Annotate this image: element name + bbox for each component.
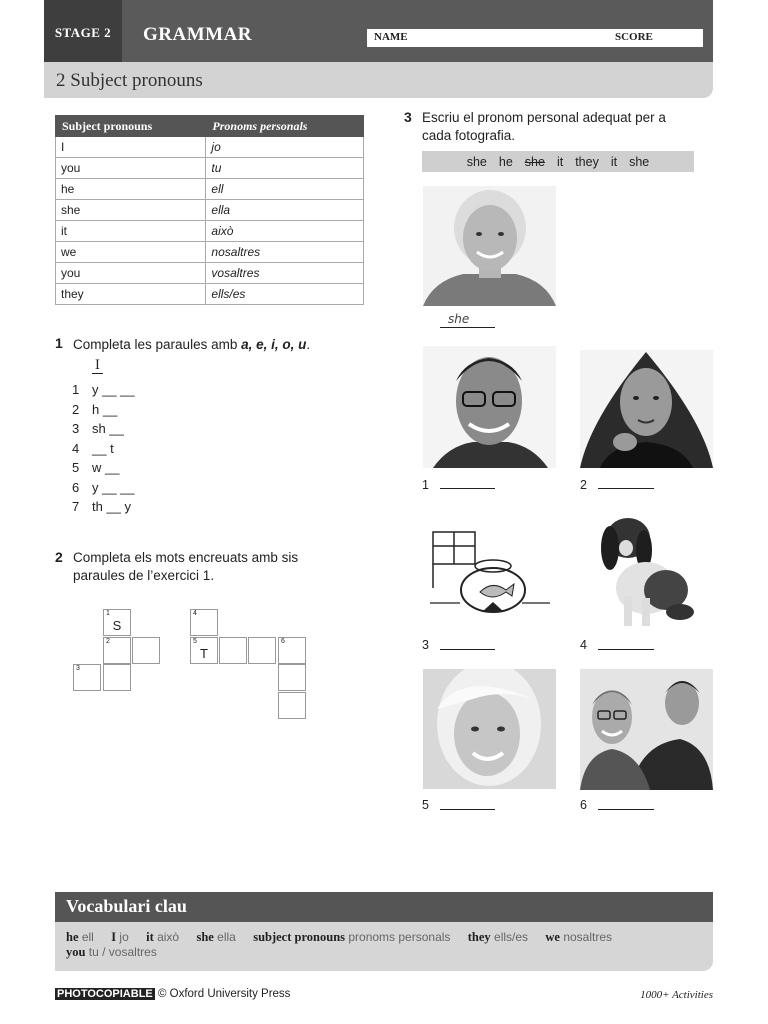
word-bank-item: it <box>556 154 564 169</box>
list-item[interactable] <box>72 421 135 441</box>
photo-blonde-woman <box>423 669 556 789</box>
exercise-1-number: 1 <box>55 335 63 351</box>
stage-label: STAGE 2 <box>44 0 122 66</box>
table-cell: jo <box>206 137 364 158</box>
table-header: Pronoms personals <box>206 116 364 137</box>
table-cell: it <box>56 221 206 242</box>
word-bank-item: she <box>466 154 487 169</box>
exercise-1-example: I <box>92 359 103 374</box>
vocab-term: she <box>196 930 214 944</box>
vocab-item <box>146 930 179 944</box>
crossword-cell[interactable] <box>248 637 276 664</box>
example-answer: she <box>448 312 470 326</box>
vocab-item <box>66 945 157 959</box>
vocab-translation: tu / vosaltres <box>88 945 157 959</box>
drawing-fishbowl <box>430 528 552 620</box>
photo-man-glasses <box>423 346 556 468</box>
section-title: 2 Subject pronouns <box>56 70 203 91</box>
table-cell: tu <box>206 158 364 179</box>
photo-young-woman <box>580 350 713 468</box>
item-text: y __ __ <box>92 382 135 397</box>
crossword-cell[interactable] <box>190 637 218 664</box>
cell-number: 5 <box>193 638 197 645</box>
table-cell: ells/es <box>206 284 364 305</box>
table-cell: vosaltres <box>206 263 364 284</box>
table-cell: they <box>56 284 206 305</box>
item-number: 3 <box>72 421 80 436</box>
word-bank-item: he <box>498 154 513 169</box>
vocab-translation: pronoms personals <box>348 930 451 944</box>
crossword-cell[interactable] <box>132 637 160 664</box>
exercise-3-instruction <box>422 109 666 145</box>
fishbowl-icon <box>430 528 552 620</box>
answer-line[interactable] <box>598 488 654 489</box>
vocab-term: subject pronouns <box>253 930 346 944</box>
photo-two-men <box>580 669 713 790</box>
cell-letter: S <box>112 618 122 633</box>
word-bank <box>422 151 694 172</box>
photo-label: 2 <box>580 478 587 492</box>
cell-number: 6 <box>281 638 285 645</box>
item-text: y __ __ <box>92 479 135 495</box>
photo-dog <box>596 508 696 630</box>
list-item[interactable] <box>72 499 135 519</box>
list-item[interactable] <box>72 460 135 480</box>
item-number: 7 <box>72 499 80 514</box>
vocab-term: he <box>66 930 79 944</box>
vocab-term: we <box>545 930 560 944</box>
photo-label: 3 <box>422 638 429 652</box>
photocopiable-badge: PHOTOCOPIABLE <box>57 988 153 1000</box>
item-text: __ t <box>92 440 114 456</box>
vocab-item <box>468 930 528 944</box>
footer <box>55 988 290 1000</box>
publisher: © Oxford University Press <box>157 988 291 1000</box>
table-row <box>56 242 364 263</box>
answer-line[interactable] <box>598 809 654 810</box>
word-bank-item: it <box>610 154 618 169</box>
dog-icon <box>596 508 696 630</box>
vocab-term: I <box>111 930 117 944</box>
vocab-term: it <box>146 930 154 944</box>
crossword-cell[interactable] <box>278 637 306 664</box>
answer-line[interactable] <box>598 649 654 650</box>
list-item[interactable] <box>72 382 135 402</box>
item-text: th __ y <box>92 499 132 514</box>
score-label: SCORE <box>615 31 653 43</box>
item-text: h __ <box>92 401 118 417</box>
item-number: 6 <box>72 479 80 495</box>
answer-line[interactable] <box>440 649 495 650</box>
cell-number: 3 <box>76 665 80 672</box>
vocab-translation: ella <box>217 930 236 944</box>
table-cell: you <box>56 158 206 179</box>
vocab-item <box>66 930 94 944</box>
item-number: 5 <box>72 460 80 475</box>
item-number: 1 <box>72 382 80 397</box>
cell-number: 4 <box>193 610 197 617</box>
name-score-field[interactable] <box>367 29 703 47</box>
woman-portrait-icon <box>580 350 713 468</box>
table-row <box>56 200 364 221</box>
exercise-2-line: Completa els mots encreuats amb sis <box>73 550 299 565</box>
table-header: Subject pronouns <box>56 116 206 137</box>
item-number: 2 <box>72 401 80 417</box>
crossword-cell[interactable] <box>73 664 101 691</box>
exercise-3-line: Escriu el pronom personal adequat per a <box>422 110 666 125</box>
vocab-translation: això <box>157 930 180 944</box>
exercise-1-vowels: a, e, i, o, u <box>241 337 307 352</box>
crossword-cell[interactable] <box>103 609 131 636</box>
table-row <box>56 158 364 179</box>
vocab-translation: ell <box>81 930 94 944</box>
table-row <box>56 179 364 200</box>
exercise-2-instruction <box>73 549 298 585</box>
exercise-3-number: 3 <box>404 109 412 125</box>
table-cell: això <box>206 221 364 242</box>
cell-number: 2 <box>106 638 110 645</box>
word-bank-item: she <box>629 154 650 169</box>
photo-label: 5 <box>422 798 429 812</box>
crossword-cell[interactable] <box>278 664 306 691</box>
vocab-translation: nosaltres <box>563 930 613 944</box>
table-row <box>56 263 364 284</box>
exercise-2-number: 2 <box>55 549 63 565</box>
list-item[interactable] <box>72 441 135 461</box>
word-bank-item-used: she <box>524 154 545 169</box>
vocab-term: they <box>467 930 491 944</box>
answer-line[interactable] <box>440 809 495 810</box>
exercise-1-list <box>72 382 135 519</box>
crossword-cell[interactable] <box>219 637 247 664</box>
woman-portrait-icon <box>423 186 556 306</box>
table-cell: nosaltres <box>206 242 364 263</box>
table-cell: ella <box>206 200 364 221</box>
vocab-term: you <box>66 945 86 959</box>
list-item[interactable] <box>72 402 135 422</box>
list-item[interactable] <box>72 480 135 500</box>
vocab-translation: jo <box>119 930 129 944</box>
page-title: GRAMMAR <box>143 24 253 45</box>
photo-label: 4 <box>580 638 587 652</box>
table-header-row <box>56 116 364 137</box>
exercise-1-text: Completa les paraules amb <box>73 337 242 352</box>
man-portrait-icon <box>423 346 556 468</box>
pronoun-table <box>55 115 364 305</box>
answer-line[interactable] <box>440 488 495 489</box>
word-bank-item: they <box>575 154 599 169</box>
vocab-item <box>196 930 235 944</box>
item-text: w __ <box>92 460 120 475</box>
crossword-cell[interactable] <box>103 664 131 691</box>
vocab-item <box>253 930 450 944</box>
photo-label: 1 <box>422 478 429 492</box>
photo-older-woman <box>423 186 556 306</box>
table-cell: I <box>56 137 206 158</box>
item-number: 4 <box>72 440 80 456</box>
table-row <box>56 137 364 158</box>
exercise-3-line: cada fotografia. <box>422 128 516 143</box>
exercise-1-instruction <box>73 336 310 354</box>
vocab-translation: ells/es <box>494 930 529 944</box>
crossword-cell[interactable] <box>103 637 131 664</box>
table-row <box>56 221 364 242</box>
table-cell: he <box>56 179 206 200</box>
crossword-cell[interactable] <box>190 609 218 636</box>
table-cell: she <box>56 200 206 221</box>
exercise-2-line: paraules de l’exercici 1. <box>73 568 215 583</box>
name-label: NAME <box>374 31 408 43</box>
table-cell: you <box>56 263 206 284</box>
woman-portrait-icon <box>423 669 556 789</box>
vocab-item <box>111 930 129 944</box>
cell-number: 1 <box>106 610 110 617</box>
vocab-list <box>66 930 706 960</box>
answer-line-example <box>440 327 495 328</box>
cell-letter: T <box>200 646 208 661</box>
exercise-1-period: . <box>306 337 311 352</box>
vocab-title: Vocabulari clau <box>66 896 187 916</box>
vocab-item <box>545 930 612 944</box>
crossword-cell[interactable] <box>278 692 306 719</box>
table-cell: ell <box>206 179 364 200</box>
item-text: sh __ <box>92 421 124 436</box>
table-cell: we <box>56 242 206 263</box>
two-men-icon <box>580 669 713 790</box>
table-row <box>56 284 364 305</box>
photo-label: 6 <box>580 798 587 812</box>
book-title: 1000+ Activities <box>640 989 713 1001</box>
